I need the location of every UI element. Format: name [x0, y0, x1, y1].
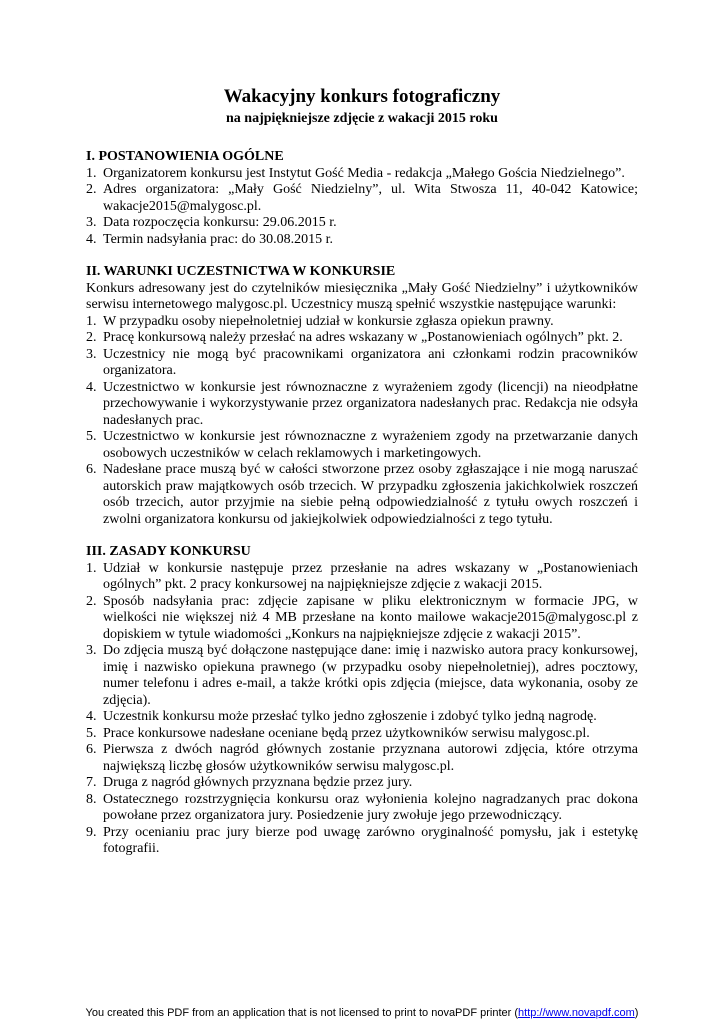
- list-item: 7. Druga z nagród głównych przyznana będzie przez jury.: [86, 775, 413, 790]
- novapdf-link[interactable]: http://www.novapdf.com: [518, 1007, 635, 1019]
- list-item: 4. Termin nadsyłania prac: do 30.08.2015 r.: [86, 231, 333, 247]
- list-item: 8. Ostatecznego rozstrzygnięcia konkursu oraz wyłonienia kolejno nagradzanych prac dokona powołane przez organizatora jury. Posiedzenie jury zwołuje jego przewodniczący.: [86, 791, 638, 823]
- list-item: 6. Pierwsza z dwóch nagród głównych zostanie przyznana autorowi zdjęcia, które otrzyma największą liczbę głosów użytkowników serwisu malygosc.pl.: [86, 742, 638, 774]
- list-item: 1. W przypadku osoby niepełnoletniej udział w konkursie zgłasza opiekun prawny.: [86, 313, 554, 329]
- document-page: [86, 86, 638, 874]
- list-item: 6. Nadesłane prace muszą być w całości stworzone przez osoby zgłaszające i nie mogą naruszać autorskich praw majątkowych osób trzecich. W przypadku zgłoszenia jakichkolwiek roszczeń osób trzecich, autor przyjmie na siebie pełną odpowiedzialność z tytułu owych roszczeń i zwolni organizatora konkursu od jakiejkolwiek odpowiedzialności z tego tytułu.: [86, 462, 638, 527]
- numbered-list: [86, 166, 638, 249]
- section-intro: Konkurs adresowany jest do czytelników miesięcznika „Mały Gość Niedzielny” i użytkowników serwisu internetowego malygosc.pl. Uczestnicy muszą spełnić wszystkie następujące warunki:: [86, 280, 638, 312]
- list-item: 9. Przy ocenianiu prac jury bierze pod uwagę zarówno oryginalność pomysłu, jak i estetykę fotografii.: [86, 824, 638, 856]
- section-heading: I. POSTANOWIENIA OGÓLNE: [86, 149, 284, 164]
- list-item: 3. Uczestnicy nie mogą być pracownikami organizatora ani członkami rodzin pracowników organizatora.: [86, 346, 638, 378]
- list-item: 4. Uczestnik konkursu może przesłać tylko jedno zgłoszenie i zdobyć tylko jedną nagrodę.: [86, 709, 597, 724]
- section-heading: III. ZASADY KONKURSU: [86, 544, 251, 559]
- section-heading: II. WARUNKI UCZESTNICTWA W KONKURSIE: [86, 264, 396, 279]
- section-general-provisions: [86, 149, 638, 248]
- document-subtitle: na najpiękniejsze zdjęcie z wakacji 2015 roku: [226, 111, 498, 126]
- document-title: Wakacyjny konkurs fotograficzny: [223, 86, 501, 107]
- list-item: 2. Adres organizatora: „Mały Gość Niedzielny”, ul. Wita Stwosza 11, 40-042 Katowice; wakacje2015@malygosc.pl.: [86, 182, 638, 214]
- list-item: 1. Udział w konkursie następuje przez przesłanie na adres wskazany w „Postanowieniach ogólnych” pkt. 2 pracy konkursowej na najpiękniejsze zdjęcie z wakacji 2015.: [86, 560, 638, 592]
- section-contest-rules: [86, 544, 638, 858]
- numbered-list: [86, 561, 638, 858]
- list-item: 2. Pracę konkursową należy przesłać na adres wskazany w „Postanowieniach ogólnych” pkt. 2.: [86, 330, 623, 345]
- list-item: 5. Uczestnictwo w konkursie jest równoznaczne z wyrażeniem zgody na przetwarzanie danych osobowych uczestników w celach reklamowych i marketingowych.: [86, 429, 638, 461]
- section-participation-conditions: [86, 264, 638, 528]
- list-item: 4. Uczestnictwo w konkursie jest równoznaczne z wyrażeniem zgody (licencji) na nieodpłatne przechowywanie i wykorzystywanie przez organizatora nadesłanych prac. Redakcja nie odsyła nadesłanych prac.: [86, 379, 638, 428]
- list-item: 3. Data rozpoczęcia konkursu: 29.06.2015 r.: [86, 215, 337, 230]
- list-item: 1. Organizatorem konkursu jest Instytut Gość Media - redakcja „Małego Gościa Niedzielnego”.: [86, 165, 625, 181]
- list-item: 2. Sposób nadsyłania prac: zdjęcie zapisane w pliku elektronicznym w formacie JPG, w wielkości nie większej niż 4 MB przesłane na konto mailowe wakacje2015@malygosc.pl z dopiskiem w tytule wiadomości „Konkurs na najpiękniejsze zdjęcie z wakacji 2015”.: [86, 593, 638, 642]
- license-footer: You created this PDF from an application that is not licensed to print to novaPDF printer (http://www.novapdf.com): [85, 1007, 639, 1019]
- list-item: 5. Prace konkursowe nadesłane oceniane będą przez użytkowników serwisu malygosc.pl.: [86, 725, 590, 741]
- numbered-list: [86, 314, 638, 529]
- list-item: 3. Do zdjęcia muszą być dołączone następujące dane: imię i nazwisko autora pracy konkursowej, imię i nazwisko opiekuna prawnego (w przypadku osoby niepełnoletniej), adres pocztowy, numer telefonu i adres e-mail, a także krótki opis zdjęcia (miejsce, data wykonania, osoby ze zdjęcia).: [86, 643, 638, 708]
